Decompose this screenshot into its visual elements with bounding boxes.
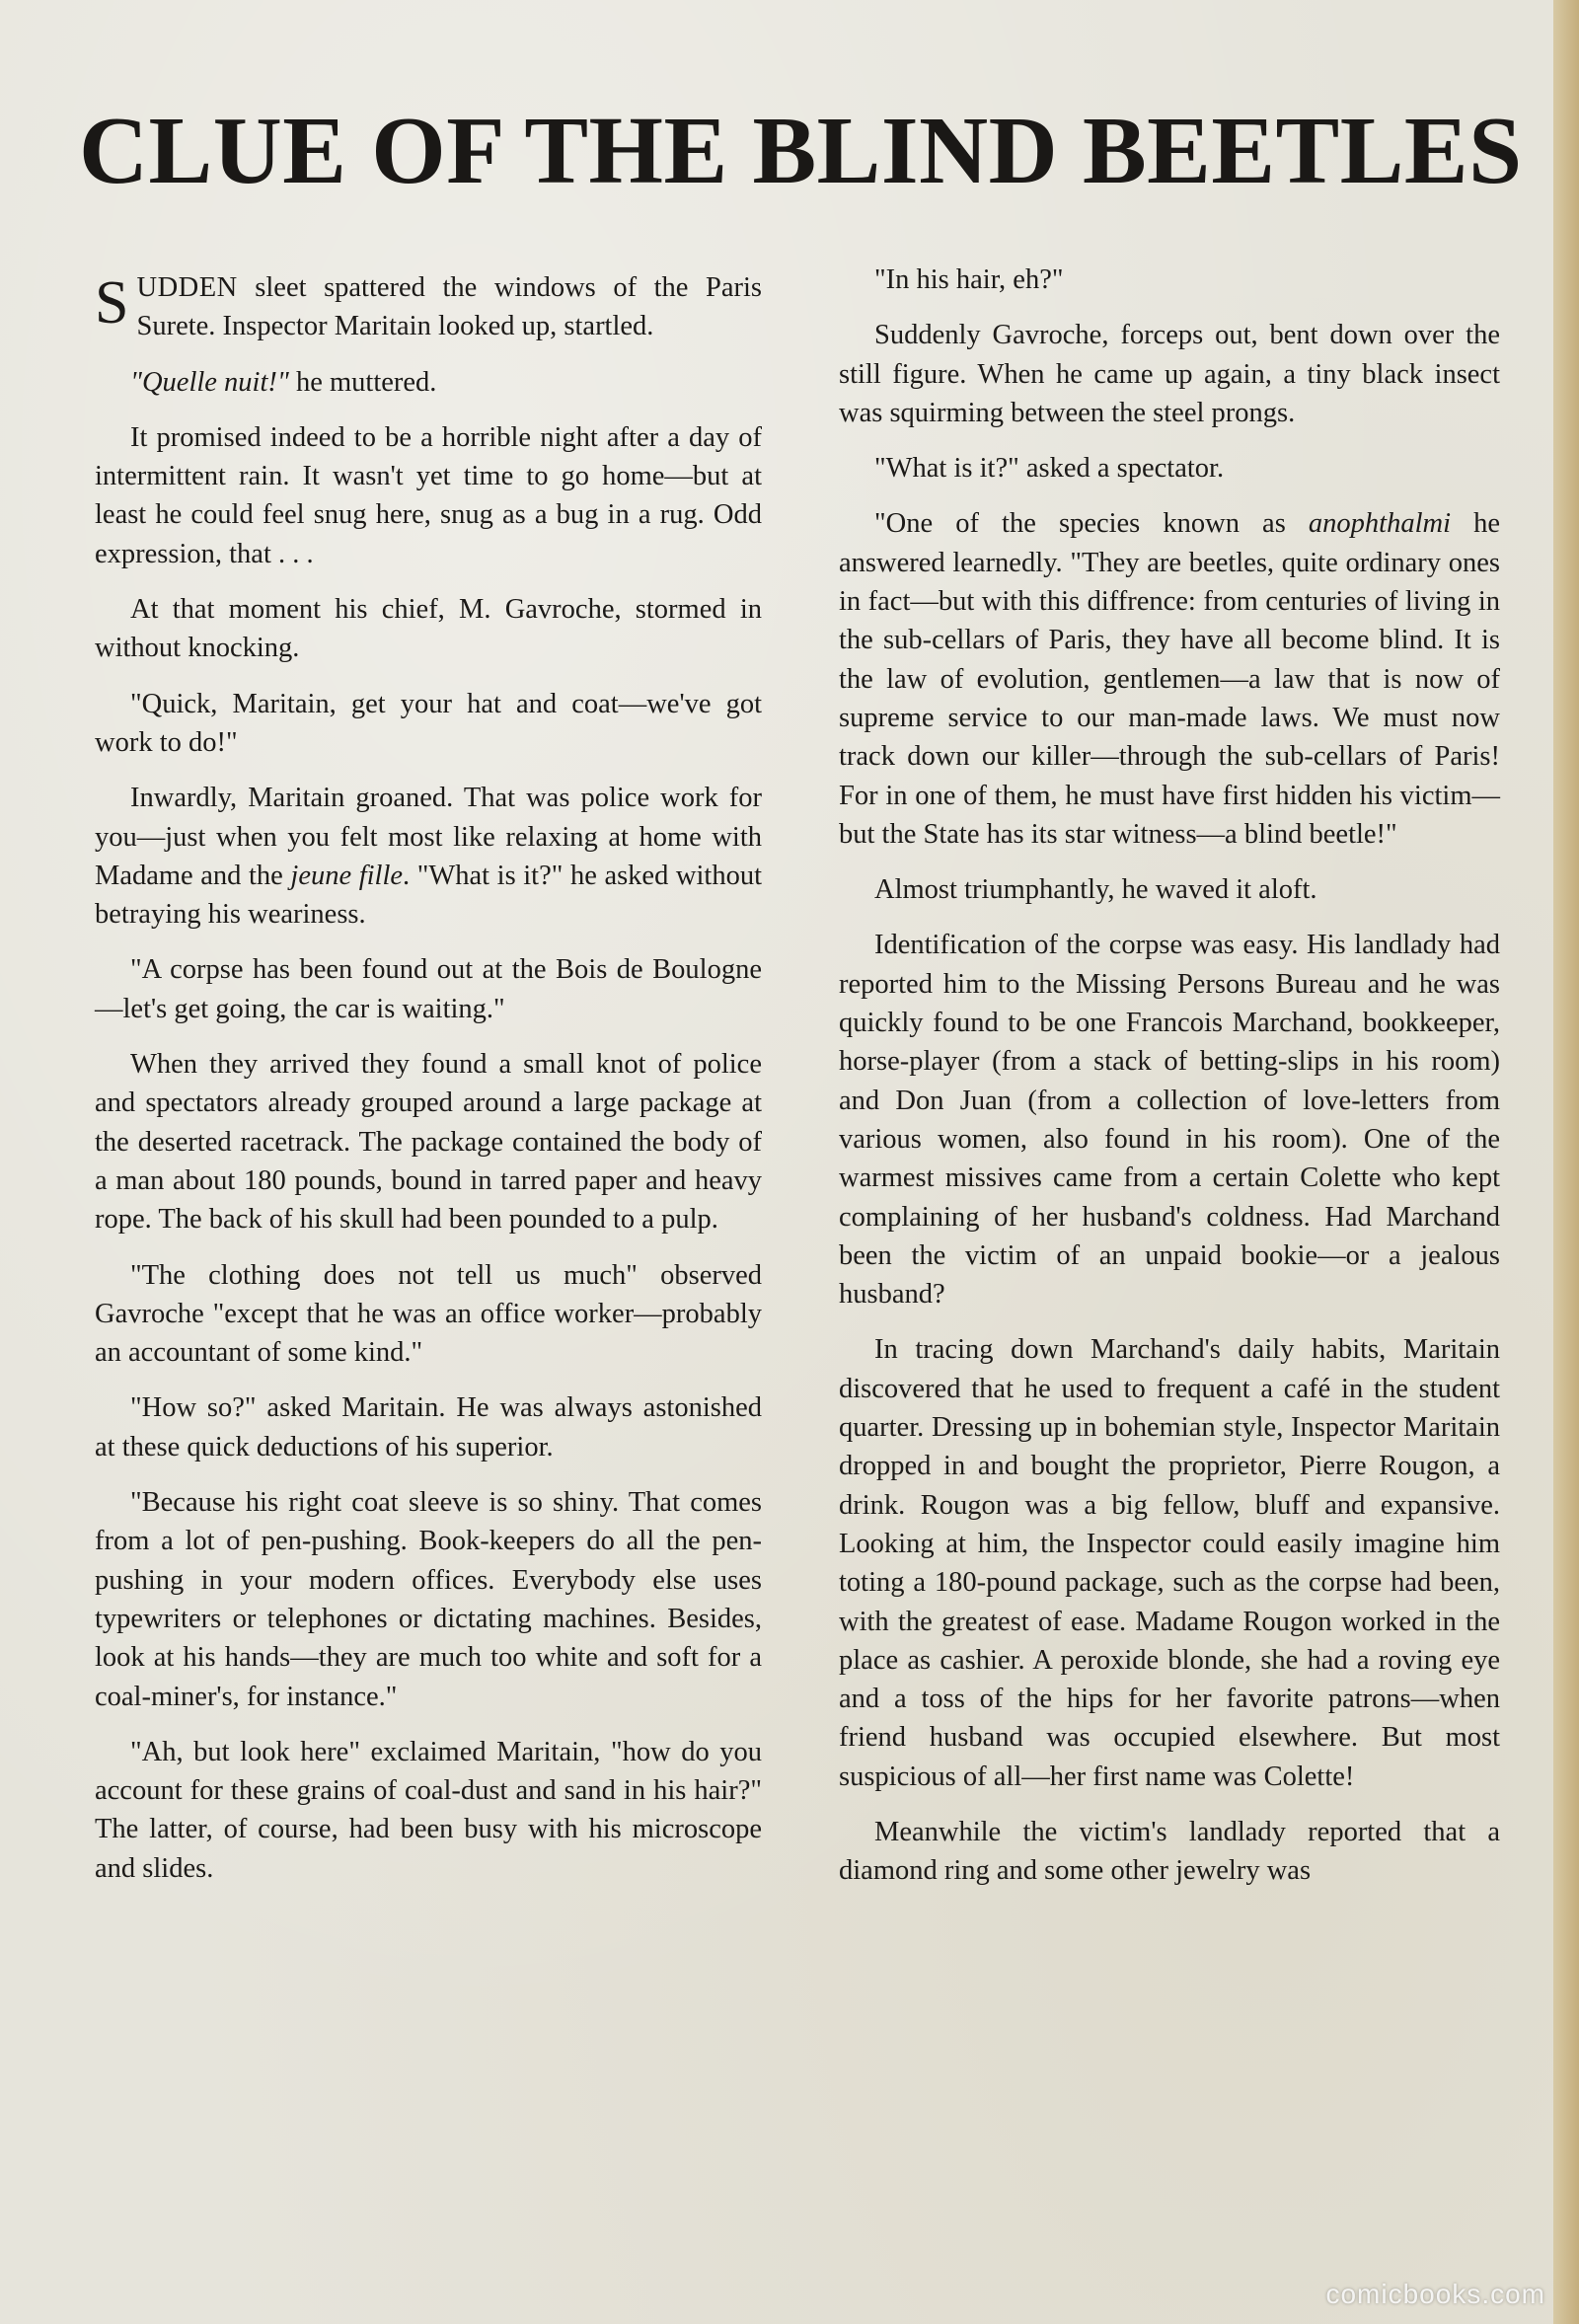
paragraph: "Ah, but look here" exclaimed Maritain, "how do you account for these grains of coal-dust and sand in his hair?" The latter, of course, had been busy with his microscope and slides. [95, 1736, 762, 1884]
italic-quote: "Quelle nuit!" [130, 366, 289, 398]
paragraph-text: sleet spattered the windows of the Paris Surete. Inspector Maritain looked up, startled. [136, 272, 762, 342]
paragraph: At that moment his chief, M. Gavroche, stormed in without knocking. [95, 594, 762, 664]
paragraph: Identification of the corpse was easy. His landlady had reported him to the Missing Persons Bureau and he was quickly found to be one Francois Marchand, bookkeeper, horse-player (from a stack of betting-slips in his room) and Don Juan (from a collection of love-letters from various women, also found in his room). One of the warmest missives came from a certain Colette who kept complaining of her husband's coldness. Had Marchand been the victim of an unpaid bookie—or a jealous husband? [839, 930, 1500, 1311]
italic-phrase: anophthalmi [1308, 508, 1451, 540]
paragraph [839, 504, 1500, 854]
paragraph-text: Inwardly, Maritain groaned. That was police work for you—just when you felt most like relaxing at home with Madame and the [95, 783, 762, 891]
right-column [839, 261, 1500, 1908]
paragraph-text: he muttered. [288, 366, 437, 398]
paragraph: It promised indeed to be a horrible night after a day of intermittent rain. It wasn't yet time to go home—but at least he could feel snug here, snug as a bug in a rug. Odd expression, that . . . [95, 421, 762, 569]
paragraph: "How so?" asked Maritain. He was always astonished at these quick deductions of his superior. [95, 1392, 762, 1462]
paragraph: "What is it?" asked a spectator. [874, 453, 1225, 485]
paragraph [95, 268, 762, 346]
paragraph-text: he answered learnedly. "They are beetles, quite ordinary ones in fact—but with this diffrence: from centuries of living in the sub-cellars of Paris, they have all become blind. It is the law of evolution, gentlemen—a law that is now of supreme service to our man-made laws. We must now track down our killer—through the sub-cellars of Paris! For in one of them, he must have first hidden his victim—but the State has its star witness—a blind beetle!" [839, 508, 1501, 850]
drop-cap: S [95, 269, 129, 337]
left-column [95, 268, 762, 1905]
paragraph: "Quick, Maritain, get your hat and coat—we've got work to do!" [95, 688, 762, 758]
paragraph: "Because his right coat sleeve is so shiny. That comes from a lot of pen-pushing. Book-keepers do all the pen-pushing in your modern offices. Everybody else uses typewriters or telephones or dictating machines. Besides, look at his hands—they are much too white and soft for a coal-miner's, for instance." [95, 1487, 762, 1712]
opening-word: UDDEN [136, 272, 238, 303]
paragraph: In tracing down Marchand's daily habits, Maritain discovered that he used to frequent a café in the student quarter. Dressing up in bohemian style, Inspector Maritain dropped in and bought the proprietor, Pierre Rougon, a drink. Rougon was a big fellow, bluff and expansive. Looking at him, the Inspector could easily imagine him toting a 180-pound package, such as the corpse had been, with the greatest of ease. Madame Rougon worked in the place as cashier. A peroxide blonde, she had a roving eye and a toss of the hips for her favorite patrons—when friend husband was occupied elsewhere. But most suspicious of all—her first name was Colette! [839, 1334, 1500, 1792]
paragraph: "The clothing does not tell us much" observed Gavroche "except that he was an office worker—probably an accountant of some kind." [95, 1259, 762, 1369]
paragraph: Meanwhile the victim's landlady reported that a diamond ring and some other jewelry was [839, 1816, 1500, 1887]
paragraph: "In his hair, eh?" [874, 264, 1064, 295]
paragraph: Suddenly Gavroche, forceps out, bent down over the still figure. When he came up again, a tiny black insect was squirming between the steel prongs. [839, 320, 1500, 428]
paragraph: Almost triumphantly, he waved it aloft. [874, 874, 1317, 906]
paragraph [95, 363, 762, 402]
page-edge [1553, 0, 1579, 2324]
paragraph [95, 779, 762, 934]
story-title: CLUE OF THE BLIND BEETLES [79, 98, 1523, 203]
paragraph-text: "One of the species known as [874, 508, 1309, 540]
paragraph: "A corpse has been found out at the Bois de Boulogne—let's get going, the car is waiting." [95, 954, 762, 1024]
paragraph-text: . "What is it?" he asked without betraying his weariness. [95, 860, 762, 931]
italic-phrase: jeune fille [290, 860, 404, 891]
site-watermark: comicbooks.com [1325, 2279, 1545, 2309]
paragraph: When they arrived they found a small knot of police and spectators already grouped around a large package at the deserted racetrack. The package contained the body of a man about 180 pounds, bound in tarred paper and heavy rope. The back of his skull had been pounded to a pulp. [95, 1049, 762, 1236]
